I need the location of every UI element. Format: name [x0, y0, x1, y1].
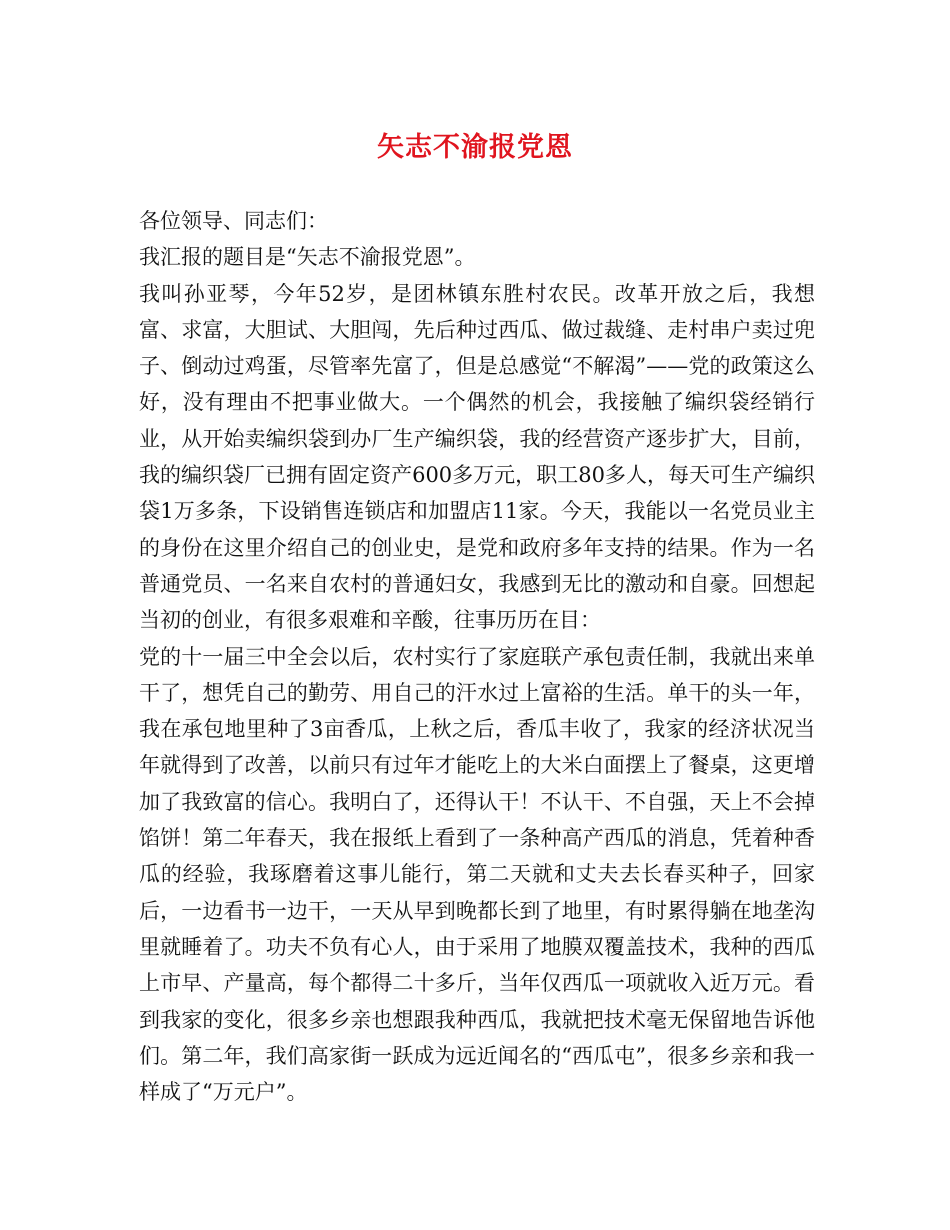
document-body	[139, 203, 815, 1110]
salutation-paragraph: 各位领导、同志们：	[139, 209, 328, 233]
topic-paragraph: 我汇报的题目是“矢志不渝报党恩”。	[139, 245, 476, 270]
body-paragraph: 我叫孙亚琴，今年52岁，是团林镇东胜村农民。改革开放之后，我想富、求富，大胆试、大胆闯，先后种过西瓜、做过裁缝、走村串户卖过兜子、倒动过鸡蛋，尽管率先富了，但是总感觉“不解渴”——党的政策这么好，没有理由不把事业做大。一个偶然的机会，我接触了编织袋经销行业，从开始卖编织袋到办厂生产编织袋，我的经营资产逐步扩大，目前，我的编织袋厂已拥有固定资产600多万元，职工80多人，每天可生产编织袋1万多条，下设销售连锁店和加盟店11家。今天，我能以一名党员业主的身份在这里介绍自己的创业史，是党和政府多年支持的结果。作为一名普通党员、一名来自农村的普通妇女，我感到无比的激动和自豪。回想起当初的创业，有很多艰难和辛酸，往事历历在目：	[139, 281, 815, 633]
document-title: 矢志不渝报党恩	[377, 132, 573, 163]
body-paragraph: 党的十一届三中全会以后，农村实行了家庭联产承包责任制，我就出来单干了，想凭自己的勤劳、用自己的汗水过上富裕的生活。单干的头一年，我在承包地里种了3亩香瓜，上秋之后，香瓜丰收了，我家的经济状况当年就得到了改善，以前只有过年才能吃上的大米白面摆上了餐桌，这更增加了我致富的信心。我明白了，还得认干！不认干、不自强，天上不会掉馅饼！第二年春天，我在报纸上看到了一条种高产西瓜的消息，凭着种香瓜的经验，我琢磨着这事儿能行，第二天就和丈夫去长春买种子，回家后，一边看书一边干，一天从早到晚都长到了地里，有时累得躺在地垄沟里就睡着了。功夫不负有心人，由于采用了地膜双覆盖技术，我种的西瓜上市早、产量高，每个都得二十多斤，当年仅西瓜一项就收入近万元。看到我家的变化，很多乡亲也想跟我种西瓜，我就把技术毫无保留地告诉他们。第二年，我们高家街一跃成为远近闻名的“西瓜屯”，很多乡亲和我一样成了“万元户”。	[139, 644, 815, 1105]
